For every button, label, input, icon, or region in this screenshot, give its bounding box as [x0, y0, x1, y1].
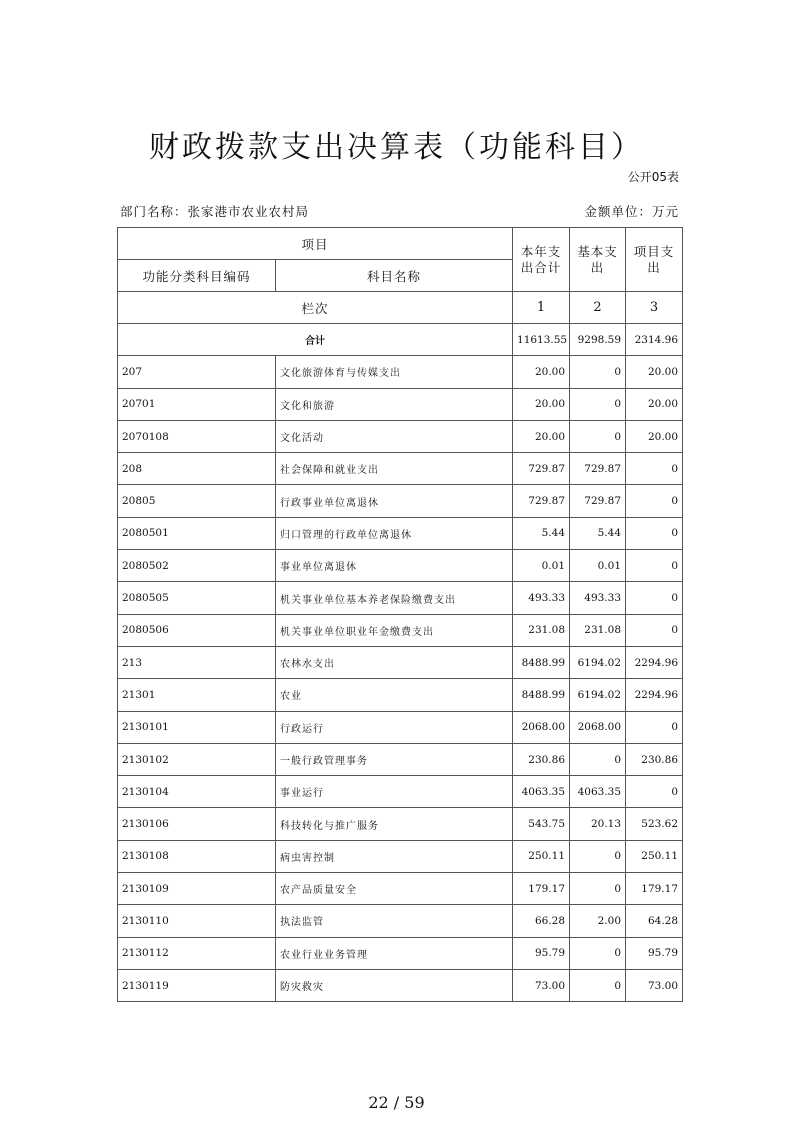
- row-total: 493.33: [513, 582, 570, 614]
- table-row: [118, 743, 683, 775]
- header-code: 功能分类科目编码: [118, 260, 276, 292]
- table-row: [118, 420, 683, 452]
- row-basic: 2.00: [570, 905, 626, 937]
- row-total: 179.17: [513, 873, 570, 905]
- table-row: [118, 776, 683, 808]
- row-basic: 5.44: [570, 517, 626, 549]
- table-row: [118, 969, 683, 1001]
- row-code: 2130102: [118, 743, 276, 775]
- row-code: 20701: [118, 388, 276, 420]
- total-basic: 9298.59: [570, 324, 626, 356]
- row-name: 农林水支出: [276, 646, 513, 678]
- row-basic: 0: [570, 840, 626, 872]
- row-total: 20.00: [513, 356, 570, 388]
- table-row: [118, 388, 683, 420]
- page-number: 22 / 59: [368, 1093, 425, 1112]
- table-row: [118, 711, 683, 743]
- table-row: [118, 614, 683, 646]
- row-total: 5.44: [513, 517, 570, 549]
- page-title: 财政拨款支出决算表（功能科目）: [149, 130, 644, 165]
- row-total: 231.08: [513, 614, 570, 646]
- row-total: 95.79: [513, 937, 570, 969]
- row-basic: 729.87: [570, 453, 626, 485]
- table-row: [118, 808, 683, 840]
- amount-unit: 金额单位：万元: [584, 204, 679, 219]
- row-basic: 0: [570, 356, 626, 388]
- header-basic: 基本支出: [570, 228, 626, 292]
- row-name: 事业运行: [276, 776, 513, 808]
- row-basic: 6194.02: [570, 646, 626, 678]
- row-project: 230.86: [626, 743, 683, 775]
- row-name: 病虫害控制: [276, 840, 513, 872]
- row-name: 防灾救灾: [276, 969, 513, 1001]
- row-code: 2070108: [118, 420, 276, 452]
- department-name: 部门名称：张家港市农业农村局: [120, 204, 310, 219]
- row-name: 归口管理的行政单位离退休: [276, 517, 513, 549]
- header-name: 科目名称: [276, 260, 513, 292]
- col-number-1: 1: [513, 292, 570, 324]
- row-project: 20.00: [626, 420, 683, 452]
- row-name: 科技转化与推广服务: [276, 808, 513, 840]
- row-basic: 729.87: [570, 485, 626, 517]
- table-row: [118, 485, 683, 517]
- row-total: 2068.00: [513, 711, 570, 743]
- row-project: 64.28: [626, 905, 683, 937]
- row-total: 729.87: [513, 485, 570, 517]
- row-project: 0: [626, 550, 683, 582]
- row-name: 行政事业单位离退休: [276, 485, 513, 517]
- row-name: 机关事业单位职业年金缴费支出: [276, 614, 513, 646]
- table-row: [118, 356, 683, 388]
- table-row: [118, 582, 683, 614]
- row-name: 行政运行: [276, 711, 513, 743]
- table-row: [118, 937, 683, 969]
- row-project: 73.00: [626, 969, 683, 1001]
- table-row: [118, 550, 683, 582]
- row-code: 208: [118, 453, 276, 485]
- total-total: 11613.55: [513, 324, 570, 356]
- row-code: 2080506: [118, 614, 276, 646]
- row-project: 0: [626, 711, 683, 743]
- row-total: 8488.99: [513, 679, 570, 711]
- row-total: 230.86: [513, 743, 570, 775]
- table-row: [118, 840, 683, 872]
- total-label: 合计: [118, 324, 513, 356]
- row-code: 2130109: [118, 873, 276, 905]
- row-name: 一般行政管理事务: [276, 743, 513, 775]
- row-total: 20.00: [513, 420, 570, 452]
- header-lanci: 栏次: [118, 292, 513, 324]
- table-row: [118, 517, 683, 549]
- table-row: [118, 905, 683, 937]
- row-basic: 0: [570, 420, 626, 452]
- row-project: 0: [626, 485, 683, 517]
- total-project: 2314.96: [626, 324, 683, 356]
- row-name: 文化和旅游: [276, 388, 513, 420]
- row-basic: 0.01: [570, 550, 626, 582]
- row-basic: 0: [570, 873, 626, 905]
- row-project: 20.00: [626, 388, 683, 420]
- row-basic: 0: [570, 388, 626, 420]
- row-name: 农产品质量安全: [276, 873, 513, 905]
- row-project: 20.00: [626, 356, 683, 388]
- row-basic: 0: [570, 743, 626, 775]
- row-name: 事业单位离退休: [276, 550, 513, 582]
- row-basic: 0: [570, 937, 626, 969]
- table-row: [118, 453, 683, 485]
- row-total: 73.00: [513, 969, 570, 1001]
- row-total: 66.28: [513, 905, 570, 937]
- row-project: 95.79: [626, 937, 683, 969]
- row-project: 250.11: [626, 840, 683, 872]
- row-code: 2130112: [118, 937, 276, 969]
- row-name: 农业: [276, 679, 513, 711]
- table-row: [118, 679, 683, 711]
- row-basic: 231.08: [570, 614, 626, 646]
- row-code: 207: [118, 356, 276, 388]
- row-code: 2130101: [118, 711, 276, 743]
- row-basic: 0: [570, 969, 626, 1001]
- row-code: 2130104: [118, 776, 276, 808]
- form-code: 公开05表: [627, 170, 679, 184]
- row-project: 2294.96: [626, 679, 683, 711]
- row-code: 2130110: [118, 905, 276, 937]
- header-item: 项目: [118, 228, 513, 260]
- row-project: 0: [626, 776, 683, 808]
- row-name: 社会保障和就业支出: [276, 453, 513, 485]
- header-project: 项目支出: [626, 228, 683, 292]
- col-number-3: 3: [626, 292, 683, 324]
- row-project: 0: [626, 453, 683, 485]
- row-total: 20.00: [513, 388, 570, 420]
- row-basic: 20.13: [570, 808, 626, 840]
- header-total: 本年支出合计: [513, 228, 570, 292]
- row-name: 执法监管: [276, 905, 513, 937]
- row-total: 729.87: [513, 453, 570, 485]
- total-row: [118, 324, 683, 356]
- row-project: 179.17: [626, 873, 683, 905]
- row-code: 20805: [118, 485, 276, 517]
- row-code: 21301: [118, 679, 276, 711]
- row-project: 0: [626, 614, 683, 646]
- table-row: [118, 873, 683, 905]
- row-name: 文化旅游体育与传媒支出: [276, 356, 513, 388]
- table-row: [118, 646, 683, 678]
- row-basic: 6194.02: [570, 679, 626, 711]
- row-code: 2080501: [118, 517, 276, 549]
- row-total: 543.75: [513, 808, 570, 840]
- row-project: 523.62: [626, 808, 683, 840]
- row-total: 4063.35: [513, 776, 570, 808]
- col-number-2: 2: [570, 292, 626, 324]
- row-name: 文化活动: [276, 420, 513, 452]
- row-project: 2294.96: [626, 646, 683, 678]
- row-total: 0.01: [513, 550, 570, 582]
- row-code: 213: [118, 646, 276, 678]
- expenditure-table: [117, 227, 683, 1002]
- row-basic: 2068.00: [570, 711, 626, 743]
- row-code: 2130108: [118, 840, 276, 872]
- row-code: 2080505: [118, 582, 276, 614]
- row-name: 机关事业单位基本养老保险缴费支出: [276, 582, 513, 614]
- row-code: 2130106: [118, 808, 276, 840]
- row-code: 2130119: [118, 969, 276, 1001]
- row-project: 0: [626, 517, 683, 549]
- row-code: 2080502: [118, 550, 276, 582]
- row-total: 8488.99: [513, 646, 570, 678]
- row-basic: 493.33: [570, 582, 626, 614]
- row-name: 农业行业业务管理: [276, 937, 513, 969]
- row-total: 250.11: [513, 840, 570, 872]
- row-project: 0: [626, 582, 683, 614]
- row-basic: 4063.35: [570, 776, 626, 808]
